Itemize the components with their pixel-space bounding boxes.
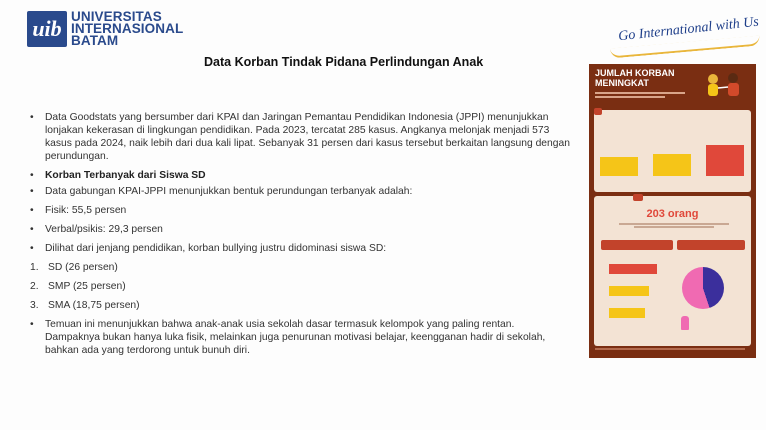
bullet-item bbox=[30, 242, 570, 255]
logo-text bbox=[71, 11, 183, 47]
bullet-text: Verbal/psikis: 29,3 persen bbox=[45, 224, 163, 235]
bullet-text: Temuan ini menunjukkan bahwa anak-anak usia sekolah dasar termasuk kelompok yang paling rentan. Dampaknya bukan hanya luka fisik, melainkan juga penurunan motivasi belajar, keengganan hadir di sekolah, bahkan ada yang terdorong untuk bunuh diri. bbox=[45, 319, 546, 356]
infographic-hbar bbox=[609, 286, 649, 296]
bullet-icon: • bbox=[30, 186, 34, 197]
tagline: Go International with Us bbox=[617, 14, 760, 45]
numbered-item bbox=[30, 299, 570, 312]
person-icon bbox=[681, 316, 689, 330]
numbered-item bbox=[30, 261, 570, 274]
logo-line-3: BATAM bbox=[71, 33, 119, 48]
infographic-image bbox=[589, 64, 756, 358]
infographic-bar bbox=[706, 145, 744, 176]
bullet-icon: • bbox=[30, 224, 34, 235]
detail-panel-tab bbox=[633, 194, 643, 201]
infographic-bar bbox=[600, 157, 638, 176]
right-subchart-header bbox=[677, 240, 745, 250]
bullet-icon: • bbox=[30, 319, 34, 330]
slide-title: Data Korban Tindak Pidana Perlindungan Anak bbox=[204, 55, 484, 69]
logo-badge: uib bbox=[27, 11, 67, 47]
bar-chart-tab bbox=[594, 108, 602, 115]
section-subheading: Korban Terbanyak dari Siswa SD bbox=[45, 170, 206, 181]
bullet-text: Data Goodstats yang bersumber dari KPAI dan Jaringan Pemantau Pendidikan Indonesia (JPPI) menunjukkan lonjakan kekerasan di lingkungan pendidikan. Pada 2023, tercatat 285 kasus. Angkanya melonjak menjadi 573 kasus pada 2024, naik lebih dari dua kali lipat. Sebanyak 31 persen dari kasus tersebut berkaitan langsung dengan perundungan. bbox=[45, 112, 570, 162]
numbered-item bbox=[30, 280, 570, 293]
list-number: 3. bbox=[30, 300, 39, 311]
infographic-bar bbox=[653, 154, 691, 176]
gender-pie-chart bbox=[682, 267, 724, 309]
logo-line-2: INTERNASIONAL bbox=[71, 21, 184, 36]
victim-count: 203 orang bbox=[646, 208, 699, 220]
bullet-item bbox=[30, 169, 570, 182]
infographic-heading-line-2: MENINGKAT bbox=[595, 78, 649, 88]
infographic-hbar bbox=[609, 264, 657, 274]
infographic-hbar bbox=[609, 308, 645, 318]
bullet-item bbox=[30, 223, 570, 236]
infographic-heading bbox=[595, 68, 695, 88]
bullet-item bbox=[30, 185, 570, 198]
list-number: 2. bbox=[30, 281, 39, 292]
left-subchart-header bbox=[601, 240, 673, 250]
bullet-text: Dilihat dari jenjang pendidikan, korban bullying justru didominasi siswa SD: bbox=[45, 243, 387, 254]
bullet-item bbox=[30, 204, 570, 217]
slide-content bbox=[30, 111, 570, 363]
numbered-text: SMA (18,75 persen) bbox=[48, 300, 140, 311]
children-illustration-icon bbox=[699, 70, 749, 100]
bullet-icon: • bbox=[30, 205, 34, 216]
bullet-icon: • bbox=[30, 112, 34, 123]
logo-line-1: UNIVERSITAS bbox=[71, 9, 162, 24]
infographic-subtext-lines bbox=[595, 92, 690, 98]
numbered-text: SD (26 persen) bbox=[48, 262, 118, 273]
infographic-caption-lines bbox=[614, 222, 734, 229]
bullet-item bbox=[30, 111, 570, 163]
infographic-footnote-lines bbox=[595, 348, 750, 350]
bullet-icon: • bbox=[30, 243, 34, 254]
bullet-icon: • bbox=[30, 170, 34, 181]
infographic-heading-line-1: JUMLAH KORBAN bbox=[595, 68, 675, 78]
bullet-item bbox=[30, 318, 570, 357]
numbered-text: SMP (25 persen) bbox=[48, 281, 126, 292]
list-number: 1. bbox=[30, 262, 39, 273]
university-logo bbox=[27, 11, 183, 47]
bullet-text: Fisik: 55,5 persen bbox=[45, 205, 127, 216]
bullet-text: Data gabungan KPAI-JPPI menunjukkan bentuk perundungan terbanyak adalah: bbox=[45, 186, 413, 197]
